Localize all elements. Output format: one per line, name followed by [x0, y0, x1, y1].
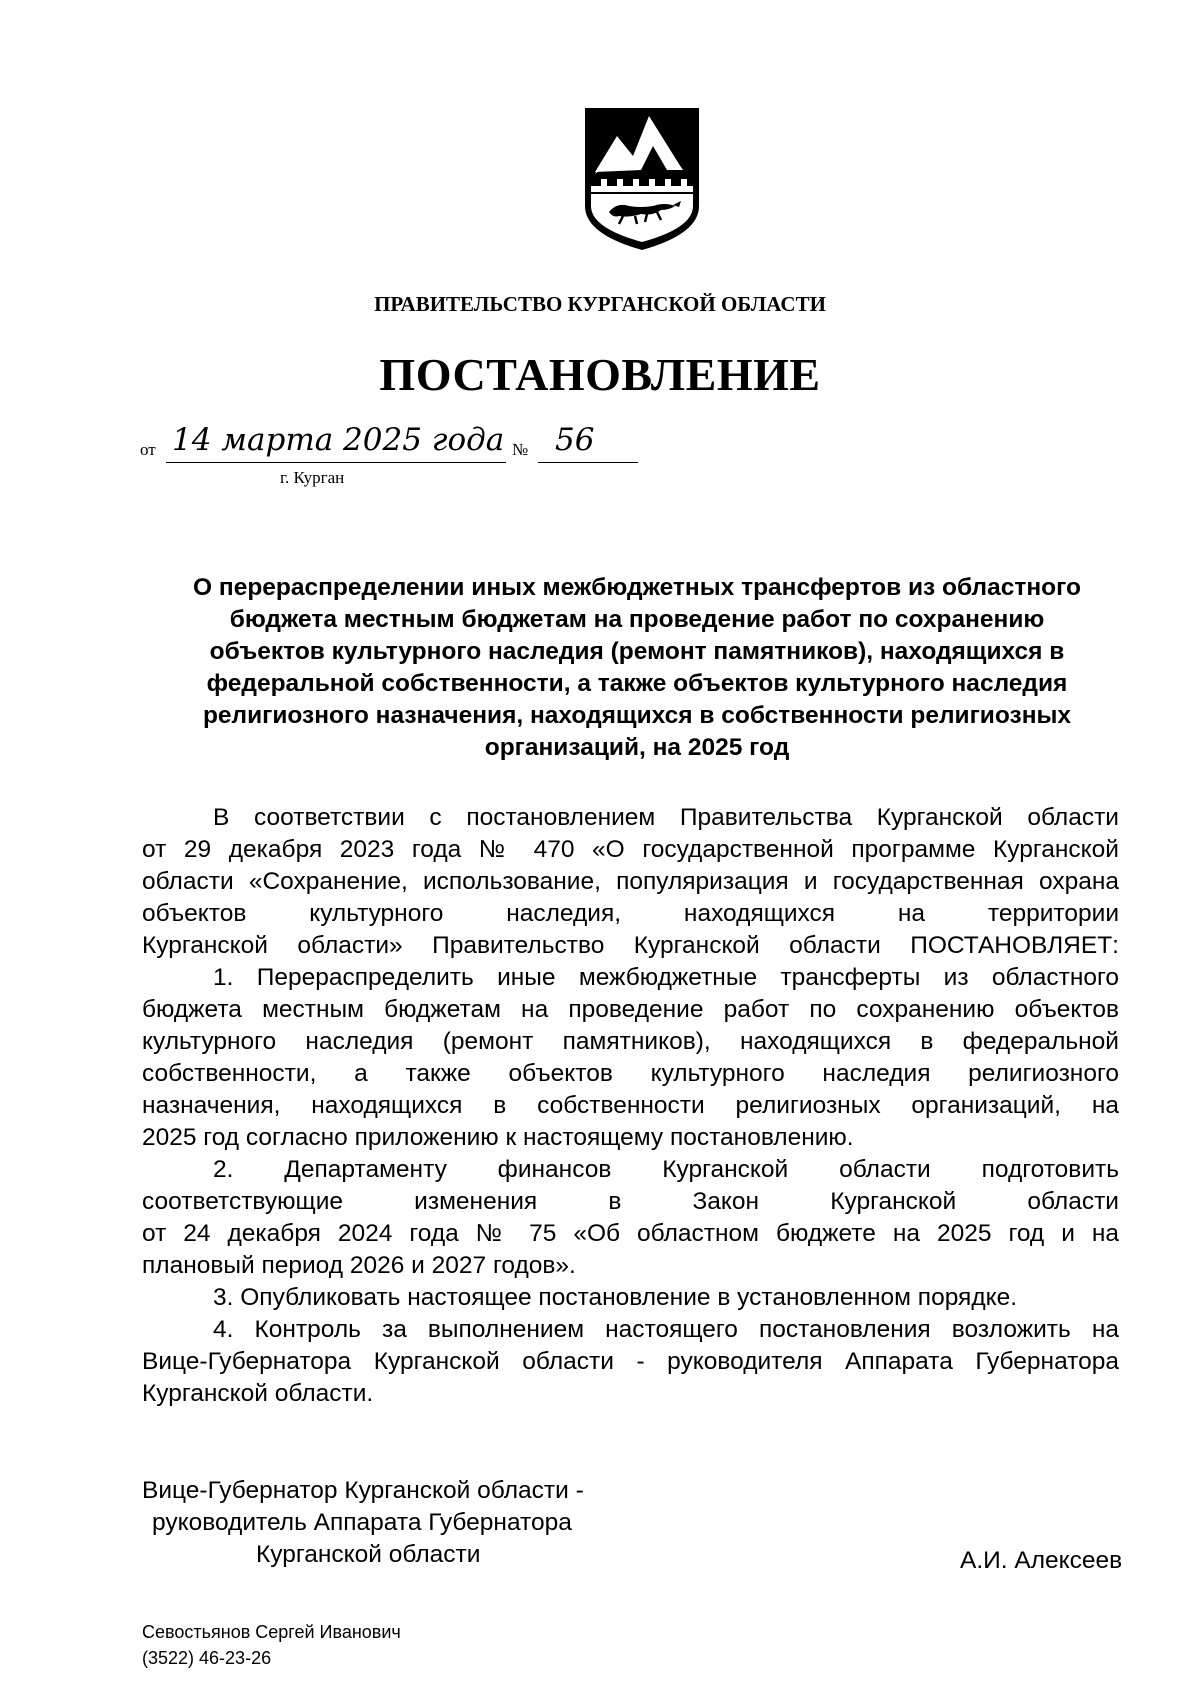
resolution-title — [155, 572, 1119, 764]
number-prefix: № — [512, 440, 529, 459]
body-line: культурного наследия (ремонт памятников), находящихся в федеральной — [142, 1028, 1119, 1055]
number-underline — [538, 462, 638, 463]
body-line: 4. Контроль за выполнением настоящего постановления возложить на — [213, 1316, 1119, 1343]
handwritten-date: 14 марта 2025 года — [172, 422, 505, 458]
signatory-name: А.И. Алексеев — [960, 1547, 1123, 1574]
title-line: религиозного назначения, находящихся в собственности религиозных — [202, 702, 1072, 729]
date-number-line — [140, 422, 660, 492]
coat-of-arms-icon — [583, 106, 701, 252]
body-line: 1. Перераспределить иные межбюджетные трансферты из областного — [213, 964, 1119, 991]
title-line: федеральной собственности, а также объектов культурного наследия — [206, 670, 1068, 697]
document-type: ПОСТАНОВЛЕНИЕ — [379, 349, 821, 400]
date-underline — [166, 462, 506, 463]
government-name: ПРАВИТЕЛЬСТВО КУРГАНСКОЙ ОБЛАСТИ — [374, 292, 826, 316]
title-line: объектов культурного наследия (ремонт памятников), находящихся в — [209, 638, 1065, 665]
body-line: назначения, находящихся в собственности религиозных организаций, на — [142, 1092, 1119, 1119]
body-line: 3. Опубликовать настоящее постановление в установленном порядке. — [213, 1284, 1018, 1311]
title-line: организаций, на 2025 год — [484, 734, 790, 761]
executor-phone: (3522) 46-23-26 — [142, 1648, 272, 1668]
executor-name: Севостьянов Сергей Иванович — [142, 1622, 401, 1642]
body-line: собственности, а также объектов культурного наследия религиозного — [142, 1060, 1119, 1087]
body-line: плановый период 2026 и 2027 годов». — [142, 1252, 576, 1279]
title-line: О перераспределении иных межбюджетных трансфертов из областного — [193, 574, 1081, 601]
body-line: Курганской области. — [142, 1380, 374, 1407]
body-line: области «Сохранение, использование, популяризация и государственная охрана — [142, 868, 1119, 895]
body-line: В соответствии с постановлением Правительства Курганской области — [213, 804, 1119, 831]
body-line: от 24 декабря 2024 года № 75 «Об областном бюджете на 2025 год и на — [142, 1220, 1119, 1247]
date-prefix: от — [140, 440, 156, 459]
body-line: Вице-Губернатора Курганской области - руководителя Аппарата Губернатора — [142, 1348, 1119, 1375]
city: г. Курган — [280, 468, 345, 487]
signatory-position-line: руководитель Аппарата Губернатора — [152, 1509, 572, 1536]
body-line: 2. Департаменту финансов Курганской области подготовить — [213, 1156, 1119, 1183]
body-line: от 29 декабря 2023 года № 470 «О государственной программе Курганской — [142, 836, 1119, 863]
body-line: 2025 год согласно приложению к настоящему постановлению. — [142, 1124, 854, 1151]
title-line: бюджета местным бюджетам на проведение работ по сохранению — [229, 606, 1045, 633]
signatory-position-line: Вице-Губернатор Курганской области - — [142, 1477, 584, 1504]
body-line: объектов культурного наследия, находящихся на территории — [142, 900, 1119, 927]
signatory-position-line: Курганской области — [256, 1541, 481, 1568]
handwritten-number: 56 — [555, 422, 595, 458]
body-line: бюджета местным бюджетам на проведение работ по сохранению объектов — [142, 996, 1119, 1023]
body-line: соответствующие изменения в Закон Курганской области — [142, 1188, 1119, 1215]
body-line: Курганской области» Правительство Курганской области ПОСТАНОВЛЯЕТ: — [142, 932, 1119, 959]
